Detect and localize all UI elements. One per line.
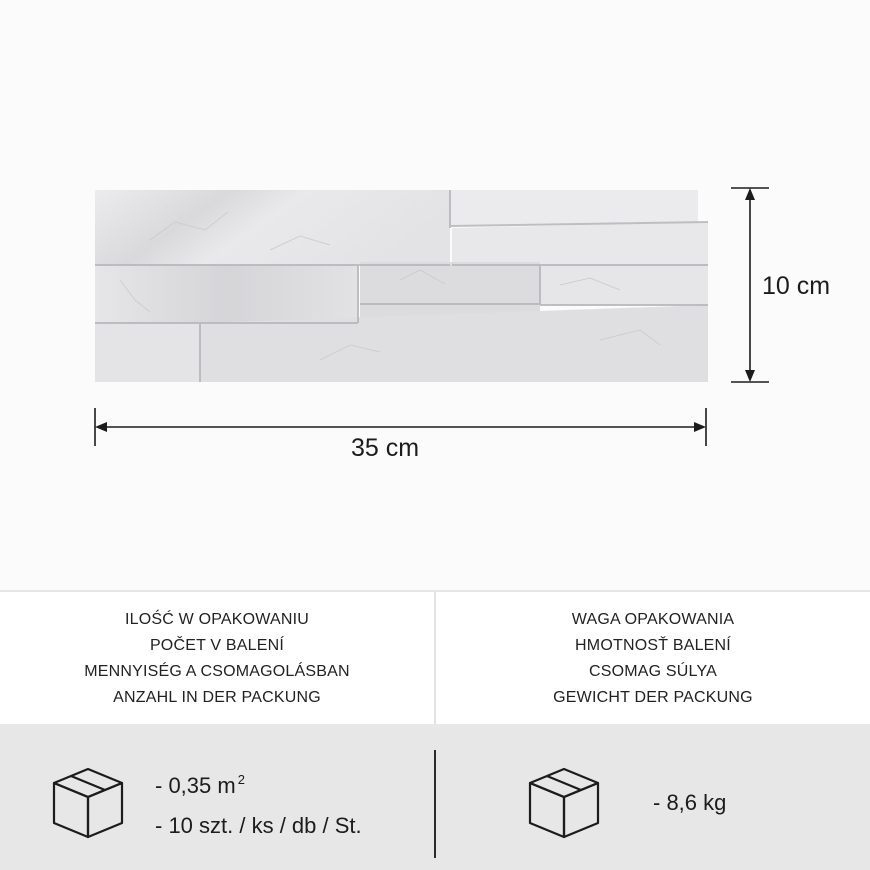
weight-headings <box>436 607 870 711</box>
box-icon <box>50 765 126 841</box>
package-weight-value: - 8,6 kg <box>653 790 727 815</box>
package-area-value <box>155 772 245 799</box>
quantity-heading-de: ANZAHL IN DER PACKUNG <box>113 689 321 706</box>
package-pieces-value: - 10 szt. / ks / db / St. <box>155 813 362 838</box>
package-area-number: - 0,35 m <box>155 773 236 798</box>
weight-heading-pl: WAGA OPAKOWANIA <box>571 611 735 628</box>
quantity-heading-cz: POČET V BALENÍ <box>149 637 285 654</box>
quantity-headings <box>0 607 434 711</box>
quantity-heading-pl: ILOŚĆ W OPAKOWANIU <box>124 611 310 628</box>
area-exponent: 2 <box>237 772 245 787</box>
quantity-heading-hu: MENNYISÉG A CSOMAGOLÁSBAN <box>84 663 350 680</box>
width-label: 35 cm <box>351 434 420 462</box>
values-divider <box>434 750 436 858</box>
weight-heading-hu: CSOMAG SÚLYA <box>588 663 718 680</box>
weight-heading-sk: HMOTNOSŤ BALENÍ <box>575 637 731 654</box>
box-icon <box>526 765 602 841</box>
stone-panel <box>95 190 708 382</box>
height-label: 10 cm <box>762 272 831 300</box>
weight-heading-de: GEWICHT DER PACKUNG <box>553 689 753 706</box>
